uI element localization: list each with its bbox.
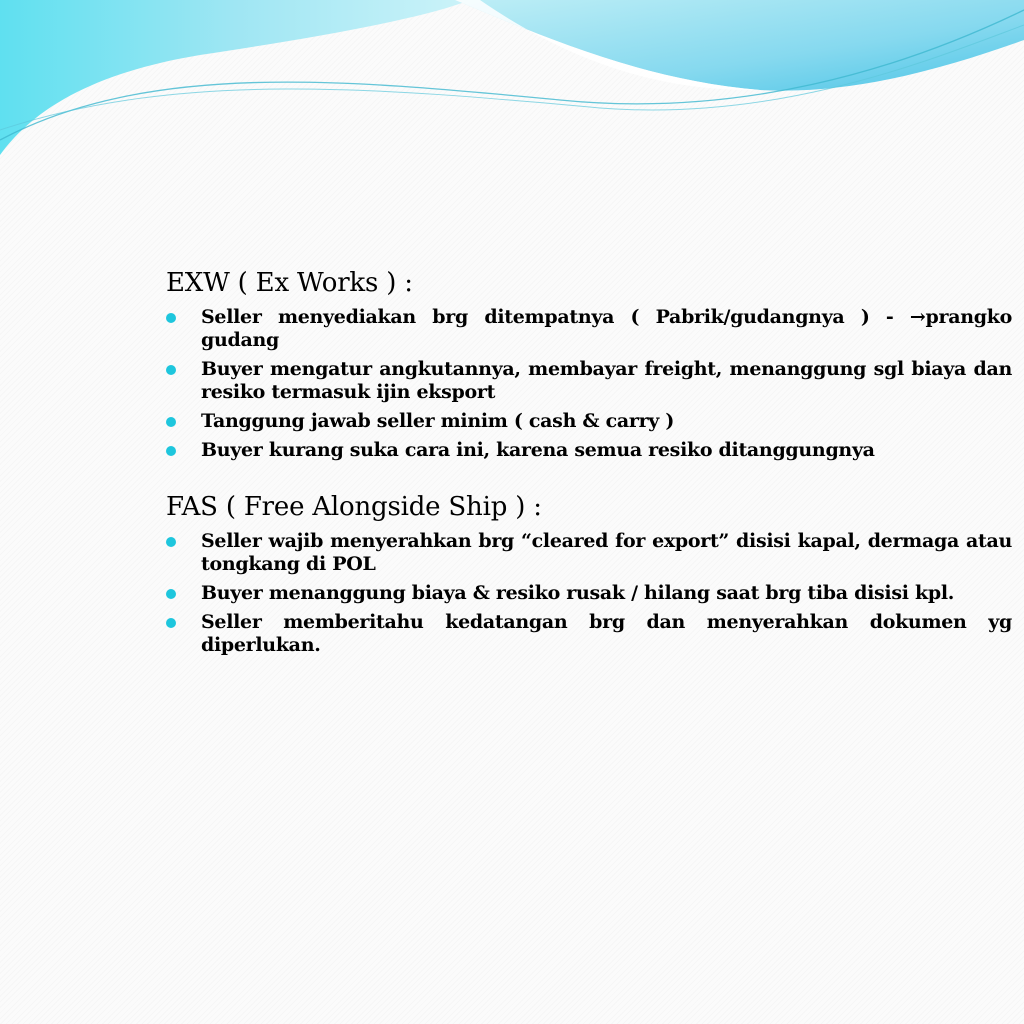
bullet-item	[166, 410, 1012, 433]
slide-content	[166, 266, 1012, 663]
bullet-item	[166, 439, 1012, 462]
bullet-item	[166, 530, 1012, 576]
bullet-text: Buyer kurang suka cara ini, karena semua resiko ditanggungnya	[201, 439, 875, 461]
bullet-text: Buyer menanggung biaya & resiko rusak / hilang saat brg tiba disisi kpl.	[201, 582, 955, 604]
bullet-dot-icon	[166, 537, 176, 547]
bullet-dot-icon	[166, 365, 176, 375]
bullet-dot-icon	[166, 417, 176, 427]
section-title-exw: EXW ( Ex Works ) :	[166, 268, 413, 298]
wave-right-shape	[455, 0, 1024, 91]
section-fas	[166, 490, 1012, 657]
bullet-text: Seller wajib menyerahkan brg “cleared for export” disisi kapal, dermaga atau tongkang di POL	[201, 530, 1012, 575]
bullet-text: Buyer mengatur angkutannya, membayar freight, menanggung sgl biaya dan resiko termasuk ijin eksport	[201, 358, 1012, 403]
bullet-item	[166, 306, 1012, 352]
bullet-item	[166, 611, 1012, 657]
bullet-list-exw	[166, 306, 1012, 462]
bullet-dot-icon	[166, 589, 176, 599]
bullet-dot-icon	[166, 313, 176, 323]
bullet-item	[166, 582, 1012, 605]
bullet-text: Tanggung jawab seller minim ( cash & carry )	[201, 410, 675, 432]
bullet-list-fas	[166, 530, 1012, 657]
bullet-text: Seller memberitahu kedatangan brg dan menyerahkan dokumen yg diperlukan.	[201, 611, 1012, 656]
bullet-dot-icon	[166, 618, 176, 628]
wave-header-decoration	[0, 0, 1024, 170]
section-exw	[166, 266, 1012, 462]
bullet-item	[166, 358, 1012, 404]
bullet-text: Seller menyediakan brg ditempatnya ( Pabrik/gudangnya ) - →prangko gudang	[201, 306, 1012, 351]
wave-left-shape	[0, 0, 470, 155]
bullet-dot-icon	[166, 446, 176, 456]
section-title-fas: FAS ( Free Alongside Ship ) :	[166, 492, 542, 522]
